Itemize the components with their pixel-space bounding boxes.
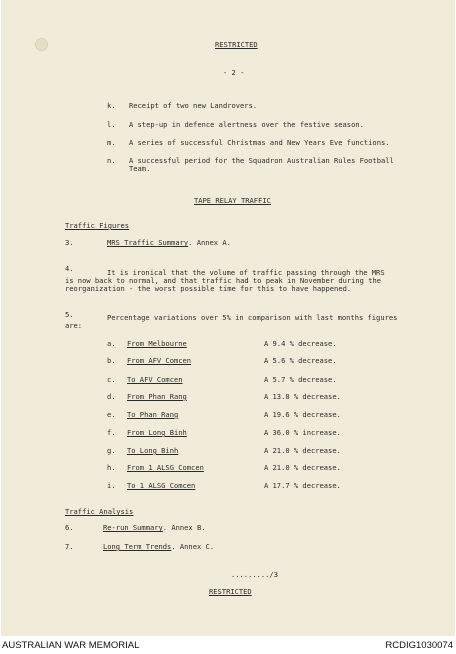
para-5-line: are: bbox=[65, 321, 83, 330]
variation-value: A 5.7 % decrease. bbox=[264, 375, 337, 384]
para-number: 3. bbox=[65, 238, 74, 247]
list-item-letter: l. bbox=[107, 120, 116, 129]
variation-letter: f. bbox=[107, 428, 116, 437]
variation-letter: i. bbox=[107, 481, 116, 490]
archive-name: AUSTRALIAN WAR MEMORIAL bbox=[2, 640, 140, 651]
page-number: - 2 - bbox=[223, 68, 245, 77]
list-item-text: A successful period for the Squadron Australian Rules Football bbox=[129, 156, 394, 165]
para-number: 4. bbox=[65, 264, 74, 273]
variation-value: A 36.0 % increase. bbox=[264, 428, 341, 437]
variation-route: From AFV Comcen bbox=[127, 356, 192, 365]
variation-value: A 5.6 % decrease. bbox=[264, 356, 337, 365]
continuation-marker: ........./3 bbox=[231, 570, 278, 579]
classification-footer: RESTRICTED bbox=[209, 587, 252, 596]
list-item-letter: k. bbox=[107, 101, 116, 110]
variation-letter: h. bbox=[107, 463, 116, 472]
para-3-annex: . Annex A. bbox=[188, 238, 231, 247]
variation-letter: c. bbox=[107, 375, 116, 384]
variation-letter: g. bbox=[107, 446, 116, 455]
archive-watermark-bar bbox=[0, 636, 456, 654]
list-item-text: A series of successful Christmas and New Years Eve functions. bbox=[129, 138, 390, 147]
variation-value: A 21.0 % decrease. bbox=[264, 446, 341, 455]
variation-route: From Melbourne bbox=[127, 339, 187, 348]
para-6-text bbox=[103, 524, 206, 532]
para-7-annex: . Annex C. bbox=[171, 542, 215, 551]
para-number: 7. bbox=[65, 542, 74, 551]
variation-route: To 1 ALSG Comcen bbox=[127, 481, 196, 490]
variation-route: From Long Binh bbox=[127, 428, 187, 437]
para-7-text bbox=[103, 543, 214, 551]
para-5-line: Percentage variations over 5% in comparison with last months figures bbox=[107, 313, 398, 322]
list-item-text: Receipt of two new Landrovers. bbox=[129, 101, 258, 110]
traffic-analysis-heading: Traffic Analysis bbox=[65, 507, 134, 516]
para-7-title: Long Term Trends bbox=[103, 542, 172, 551]
classification-header: RESTRICTED bbox=[215, 40, 258, 49]
variation-value: A 19.6 % decrease. bbox=[264, 410, 341, 419]
para-3-title: MRS Traffic Summary bbox=[107, 238, 189, 247]
variation-route: From 1 ALSG Comcen bbox=[127, 463, 204, 472]
para-6-annex: . Annex B. bbox=[162, 523, 206, 532]
list-item-letter: n. bbox=[107, 156, 116, 165]
variation-value: A 9.4 % decrease. bbox=[264, 339, 337, 348]
para-number: 5. bbox=[65, 310, 74, 319]
para-4-line: It is ironical that the volume of traffic passing through the MRS bbox=[107, 268, 385, 277]
variation-value: A 13.8 % decrease. bbox=[264, 392, 341, 401]
variation-route: To AFV Comcen bbox=[127, 375, 183, 384]
list-item-text-continued: Team. bbox=[129, 164, 151, 173]
punch-hole bbox=[35, 38, 48, 51]
list-item-text: A step-up in defence alertness over the festive season. bbox=[129, 120, 364, 129]
archive-record-id: RCDIG1030074 bbox=[385, 640, 453, 651]
variation-letter: e. bbox=[107, 410, 116, 419]
traffic-figures-heading: Traffic Figures bbox=[65, 221, 130, 230]
variation-route: From Phan Rang bbox=[127, 392, 187, 401]
variation-value: A 17.7 % decrease. bbox=[264, 481, 341, 490]
list-item-letter: m. bbox=[107, 138, 116, 147]
para-6-title: Re-run Summary bbox=[103, 523, 163, 532]
variation-value: A 21.0 % decrease. bbox=[264, 463, 341, 472]
para-4-line: reorganization - the worst possible time for this to have happened. bbox=[65, 284, 352, 293]
variation-route: To Long Binh bbox=[127, 446, 179, 455]
para-4-line: is now back to normal, and that traffic had to peak in November during the bbox=[65, 276, 382, 285]
variation-letter: b. bbox=[107, 356, 116, 365]
section-title: TAPE RELAY TRAFFIC bbox=[194, 196, 271, 205]
document-page bbox=[1, 0, 455, 636]
para-3-text bbox=[107, 239, 231, 247]
variation-letter: d. bbox=[107, 392, 116, 401]
variation-route: To Phan Rang bbox=[127, 410, 179, 419]
para-number: 6. bbox=[65, 523, 74, 532]
variation-letter: a. bbox=[107, 339, 116, 348]
